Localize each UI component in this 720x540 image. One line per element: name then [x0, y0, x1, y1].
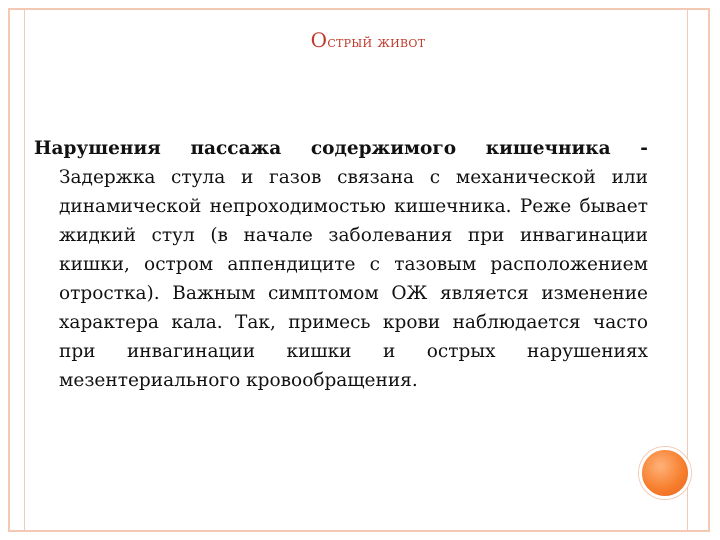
slide-title-first-letter: О: [310, 28, 328, 52]
slide-frame-left-band: [8, 8, 25, 532]
slide-frame-right-line: [687, 8, 688, 532]
paragraph-lead: Нарушения пассажа содержимого кишечника -: [34, 138, 648, 159]
slide-body: [34, 134, 648, 395]
slide-title: [0, 28, 720, 52]
paragraph-body: Задержка стула и газов связана с механической или динамической непроходимостью кишечника. Реже бывает жидкий стул (в начале заболевания при инвагинации кишки, остром аппендиците с тазовым расположением отростка). Важным симптомом ОЖ является изменение характера кала. Так, примесь крови наблюдается часто при инвагинации кишки и острых нарушениях мезентериального кровообращения.: [59, 167, 648, 391]
slide-title-rest: стрый живот: [327, 33, 426, 51]
decorative-circle: [639, 447, 691, 499]
body-paragraph: [34, 134, 648, 395]
